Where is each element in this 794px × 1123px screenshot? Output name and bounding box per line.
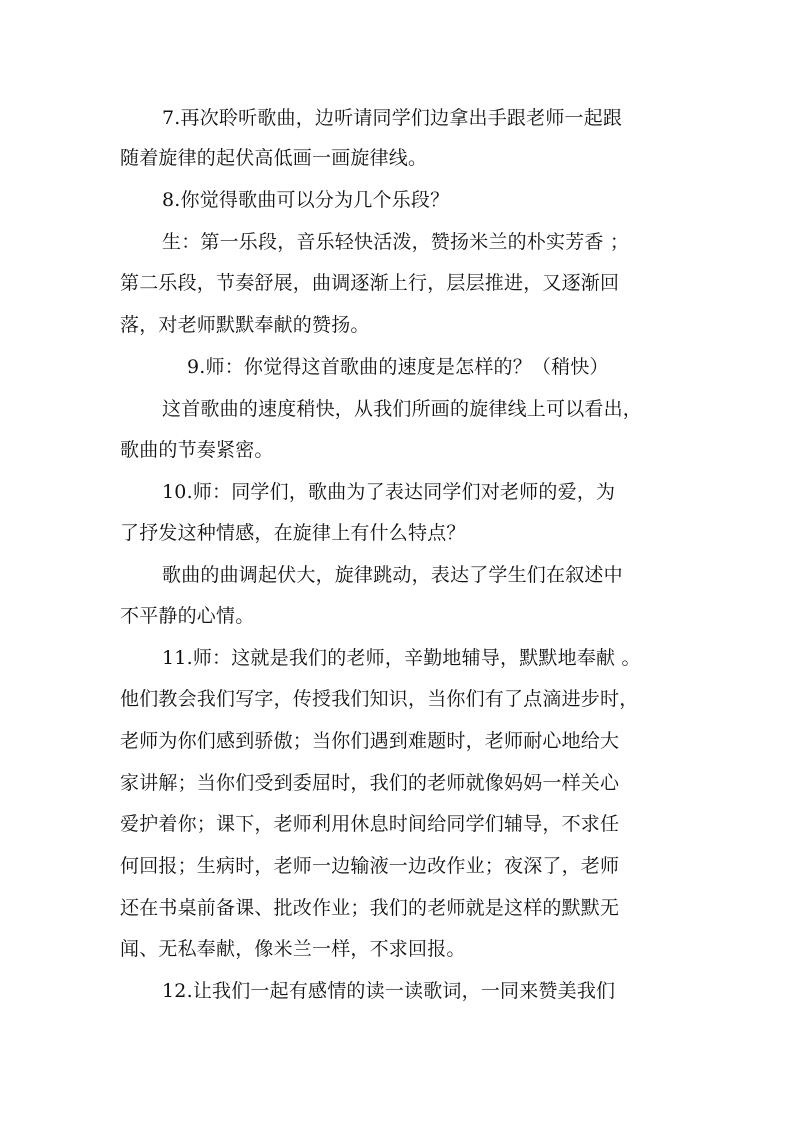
text-line-1: 7.再次聆听歌曲，边听请同学们边拿出手跟老师一起跟	[162, 107, 623, 129]
text-line-20: 还在书桌前备课、批改作业；我们的老师就是这样的默默无	[120, 897, 620, 919]
text-line-6: 落，对老师默默奉献的赞扬。	[120, 314, 370, 336]
text-line-8: 这首歌曲的速度稍快，从我们所画的旋律线上可以看出，	[162, 398, 643, 420]
text-line-10: 10.师：同学们，歌曲为了表达同学们对老师的爱，为	[162, 481, 616, 503]
text-line-21: 闻、无私奉献，像米兰一样，不求回报。	[120, 938, 466, 960]
text-line-16: 老师为你们感到骄傲；当你们遇到难题时，老师耐心地给大	[120, 730, 620, 752]
text-line-13: 不平静的心情。	[120, 605, 255, 627]
text-line-4: 生：第一乐段，音乐轻快活泼，赞扬米兰的朴实芳香 ；	[162, 231, 630, 253]
text-line-15: 他们教会我们写字，传授我们知识，当你们有了点滴进步时，	[120, 688, 639, 710]
text-line-3: 8.你觉得歌曲可以分为几个乐段？	[162, 189, 450, 211]
text-line-2: 随着旋律的起伏高低画一画旋律线。	[120, 147, 428, 169]
text-line-22: 12.让我们一起有感情的读一读歌词，一同来赞美我们	[162, 980, 616, 1002]
text-line-11: 了抒发这种情感，在旋律上有什么特点？	[120, 522, 466, 544]
text-line-19: 何回报；生病时，老师一边输液一边改作业；夜深了，老师	[120, 855, 620, 877]
text-line-14: 11.师：这就是我们的老师，辛勤地辅导，默默地奉献 。	[162, 647, 641, 669]
text-line-18: 爱护着你；课下，老师利用休息时间给同学们辅导，不求任	[120, 813, 620, 835]
text-line-7: 9.师：你觉得这首歌曲的速度是怎样的？（稍快）	[187, 356, 609, 378]
text-line-5: 第二乐段，节奏舒展，曲调逐渐上行，层层推进，又逐渐回	[120, 272, 620, 294]
text-line-9: 歌曲的节奏紧密。	[120, 439, 274, 461]
text-line-12: 歌曲的曲调起伏大，旋律跳动，表达了学生们在叙述中	[162, 564, 623, 586]
text-line-17: 家讲解；当你们受到委屈时，我们的老师就像妈妈一样关心	[120, 772, 620, 794]
